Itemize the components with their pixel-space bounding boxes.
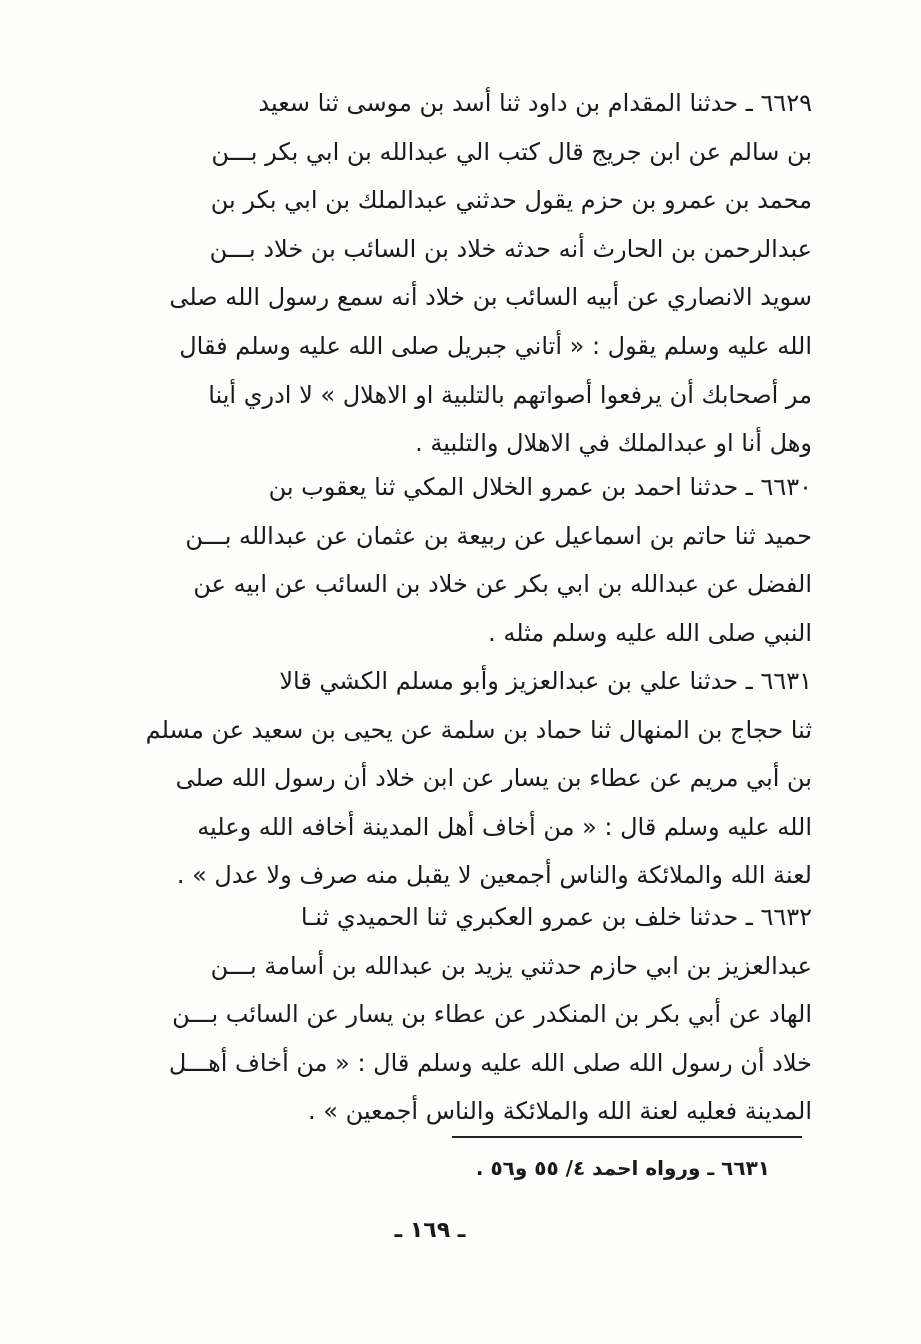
hadith-6630: ٦٦٣٠ ـ حدثنا احمد بن عمرو الخلال المكي ثنا يعقوب بن حميد ثنا حاتم بن اسماعيل عن ربيعة بن عثمان عن عبدالله بـــن الفضل عن عبدالله بن ابي بكر عن خلاد بن السائب عن ابيه عن النبي صلى الله عليه وسلم مثله . (185, 473, 812, 647)
footnote-divider (452, 1136, 802, 1138)
footnote: ٦٦٣١ ـ ورواه احمد ٤/ ٥٥ و٥٦ . (475, 1156, 770, 1180)
page-number: ـ ١٦٩ ـ (394, 1218, 466, 1243)
hadith-6632: ٦٦٣٢ ـ حدثنا خلف بن عمرو العكبري ثنا الحميدي ثنـا عبدالعزيز بن ابي حازم حدثني يزيد بن عبدالله بن أسامة بـــن الهاد عن أبي بكر بن المنكدر عن عطاء بن يسار عن السائب بـــن خلاد أن رسول الله صلى الله عليه وسلم قال : « من أخاف أهـــل المدينة فعليه لعنة الله والملائكة والناس أجمعين » . (168, 903, 812, 1126)
hadith-6631: ٦٦٣١ ـ حدثنا علي بن عبدالعزيز وأبو مسلم الكشي قالا ثنا حجاج بن المنهال ثنا حماد بن سلمة عن يحيى بن سعيد عن مسلم بن أبي مريم عن عطاء بن يسار عن ابن خلاد أن رسول الله صلى الله عليه وسلم قال : « من أخاف أهل المدينة أخافه الله وعليه لعنة الله والملائكة والناس أجمعين لا يقبل منه صرف ولا عدل » . (145, 667, 812, 890)
hadith-6629: ٦٦٢٩ ـ حدثنا المقدام بن داود ثنا أسد بن موسى ثنا سعيد بن سالم عن ابن جريج قال كتب الي عبدالله بن ابي بكر بـــن محمد بن عمرو بن حزم يقول حدثني عبدالملك بن ابي بكر بن عبدالرحمن بن الحارث أنه حدثه خلاد بن السائب بن خلاد بـــن سويد الانصاري عن أبيه السائب بن خلاد أنه سمع رسول الله صلى الله عليه وسلم يقول : « أتاني جبريل صلى الله عليه وسلم فقال مر أصحابك أن يرفعوا أصواتهم بالتلبية او الاهلال » لا ادري أينا وهل أنا او عبدالملك في الاهلال والتلبية . (169, 89, 812, 458)
